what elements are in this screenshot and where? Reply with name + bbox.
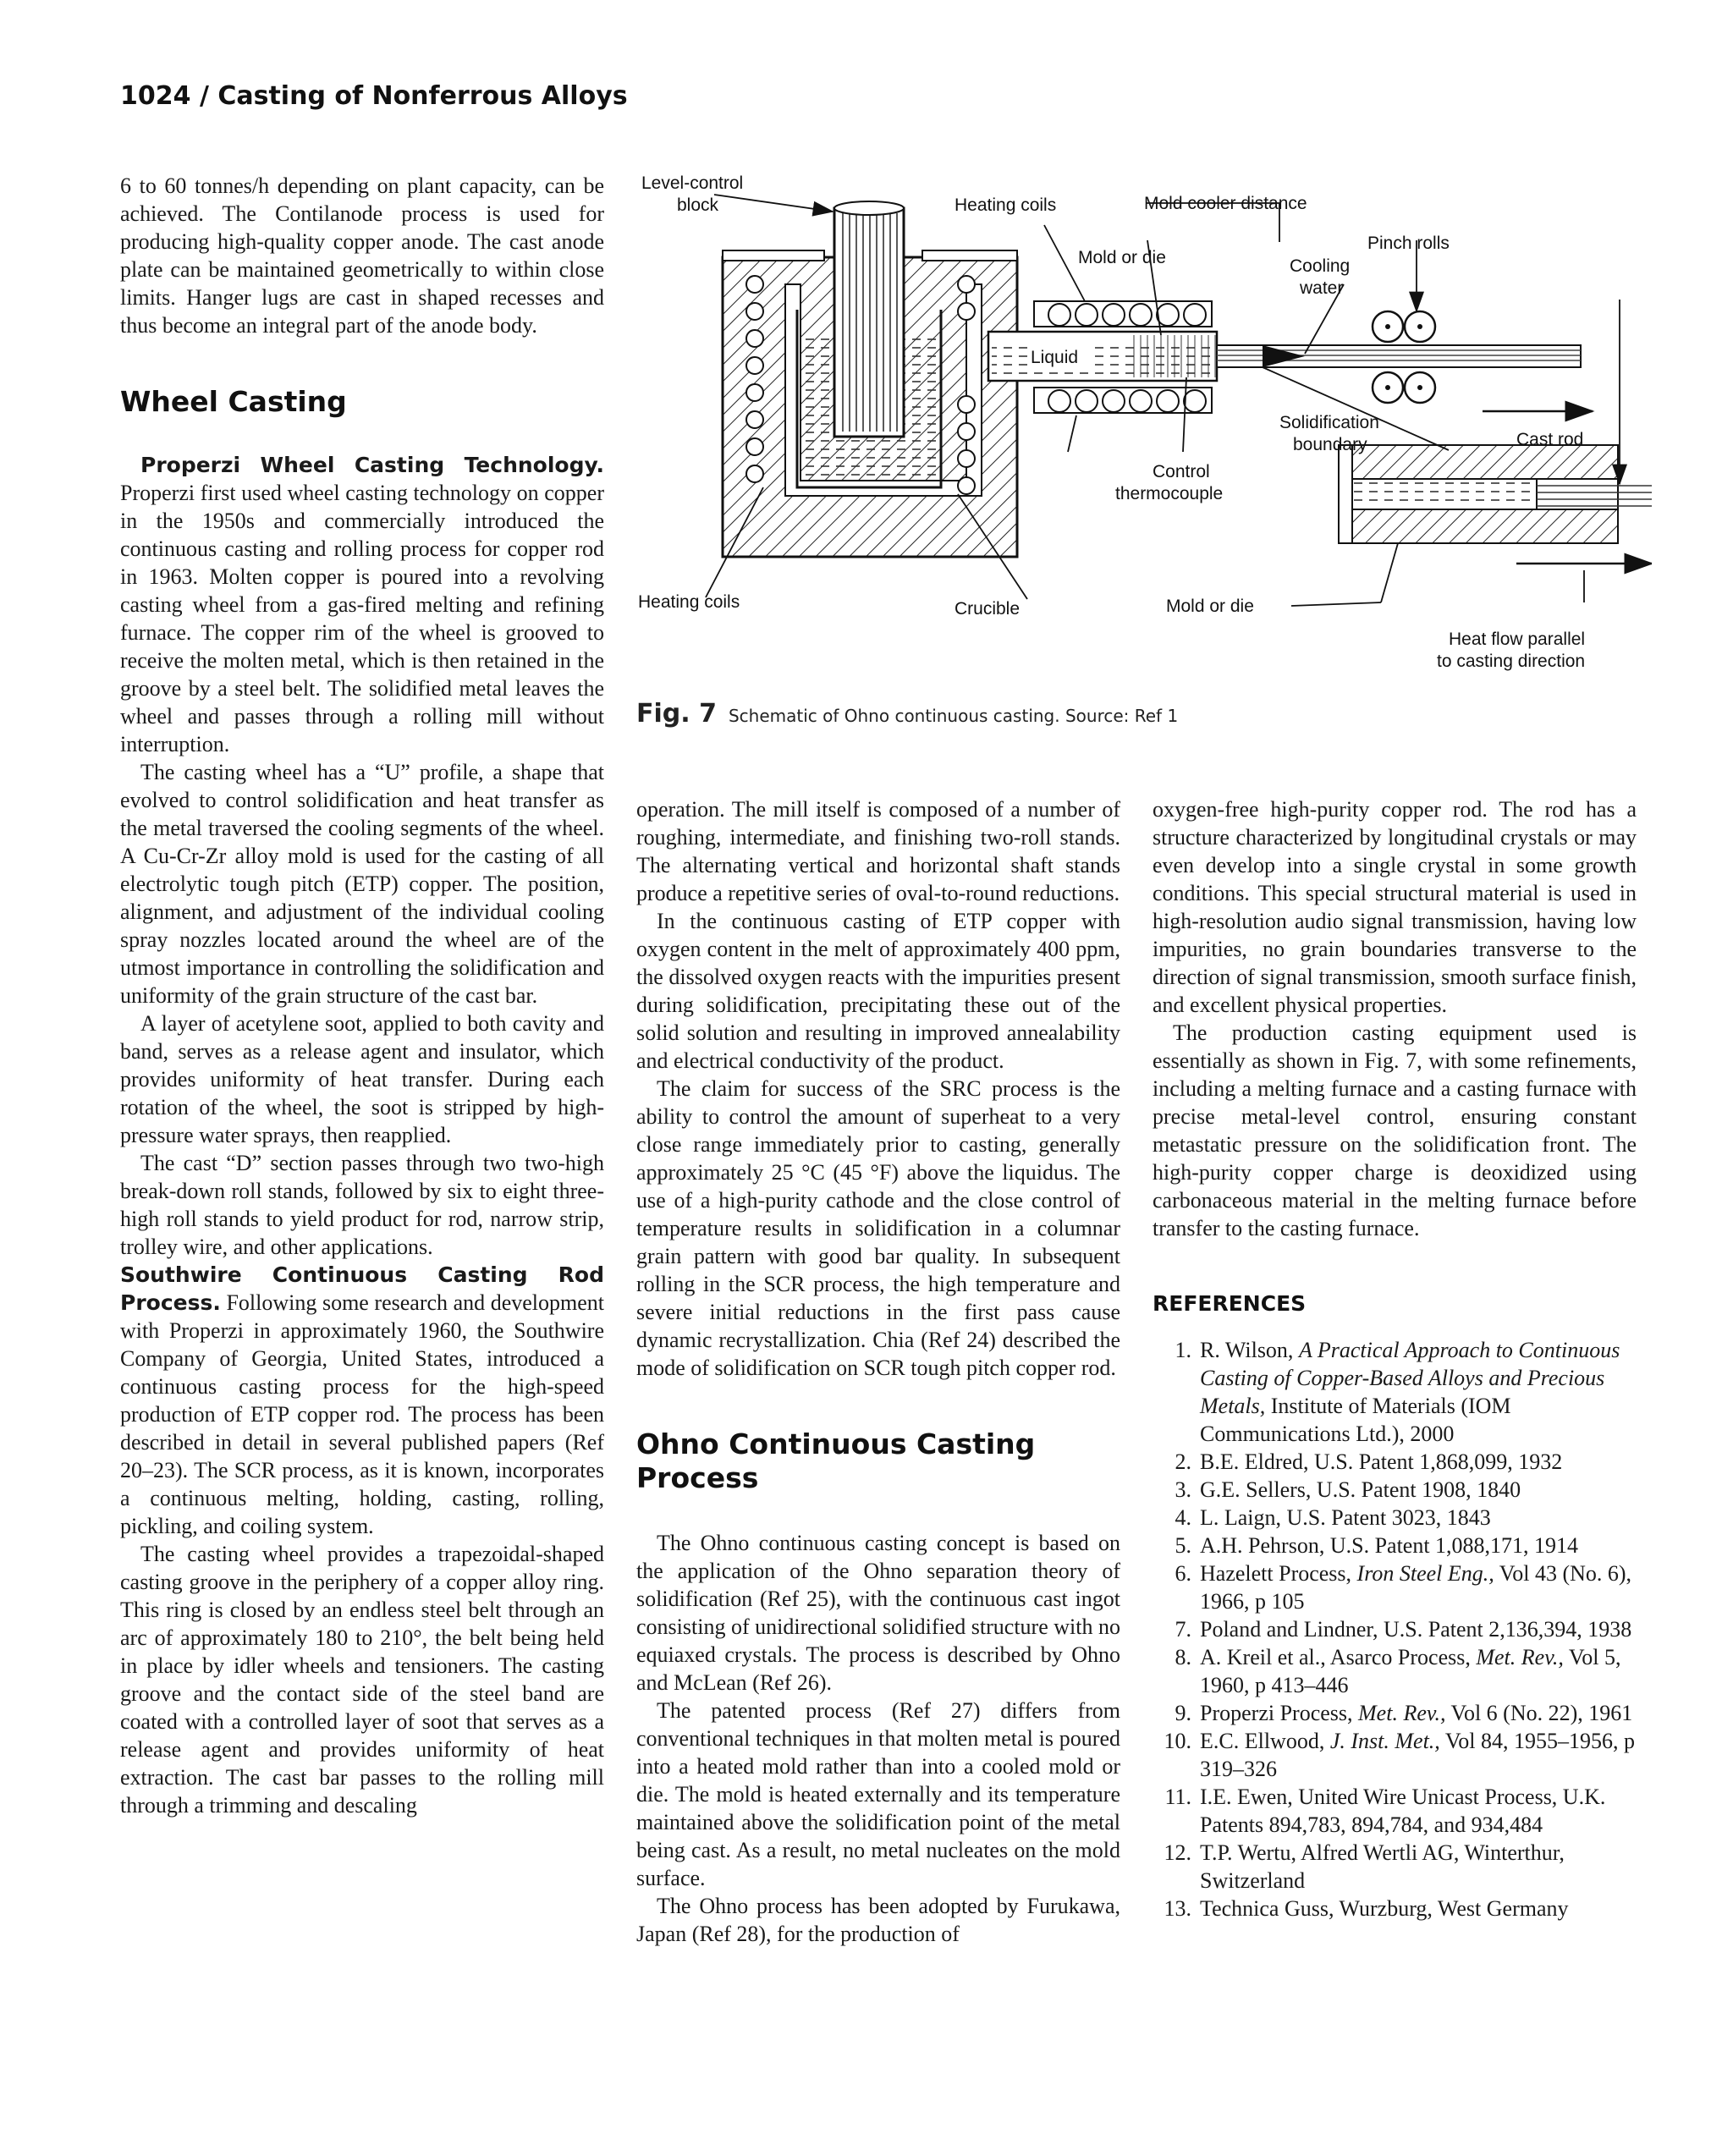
reference-number: 12. xyxy=(1164,1840,1191,1865)
reference-item xyxy=(1153,1532,1637,1559)
reference-text: Technica Guss, Wurzburg, West Germany xyxy=(1200,1896,1569,1921)
reference-text: Vol 84, 1955–1956, p 319–326 xyxy=(1200,1729,1635,1781)
reference-text: Vol 43 (No. 6), 1966, p 105 xyxy=(1200,1561,1632,1614)
reference-text: Poland and Lindner, U.S. Patent 2,136,394, 1938 xyxy=(1200,1617,1632,1642)
paragraph: The Ohno process has been adopted by Furukawa, Japan (Ref 28), for the production of xyxy=(636,1894,1120,1946)
figure-7 xyxy=(636,166,1652,741)
runin-heading-properzi: Properzi Wheel Casting Technology. xyxy=(140,453,604,477)
paragraph-text: Following some research and development with Properzi in approximately 1960, the Southwire Company of Georgia, United States, introduced a continuous casting process for the high-speed production of ETP copper rod. The process has been described in detail in several published papers (Ref 20–23). The SCR process, as it is known, incorporates a continuous melting, holding, casting, rolling, pickling, and coiling system. xyxy=(120,1290,605,1538)
reference-number: 10. xyxy=(1164,1729,1191,1753)
reference-item xyxy=(1153,1448,1637,1476)
paragraph: The claim for success of the SRC process is the ability to control the amount of superheat to a very close range immediately prior to casting, generally approximately 25 °C (45 °F) above the liquidus. The use of a high-purity cathode and the close control of temperature results in solidification in a columnar grain pattern with good bar quality. In subsequent rolling in the SCR process, the high temperature and severe initial reductions in the first pass cause dynamic recrystallization. Chia (Ref 24) described the mode of solidification on SCR tough pitch copper rod. xyxy=(636,1076,1120,1380)
reference-item xyxy=(1153,1895,1637,1922)
reference-item xyxy=(1153,1615,1637,1643)
label-liquid: Liquid xyxy=(1031,348,1079,367)
right-column xyxy=(1153,795,1637,1922)
label-heat-flow: Heat flow parallel xyxy=(1449,630,1586,649)
paragraph: In the continuous casting of ETP copper with oxygen content in the melt of approximately 400 ppm, the dissolved oxygen reacts with the impurities present during solidification, precipitating these out of the solid solution and resulting in improved annealability and electrical conductivity of the product. xyxy=(636,909,1120,1073)
reference-text: T.P. Wertu, Alfred Wertli AG, Winterthur, Switzerland xyxy=(1200,1840,1565,1893)
paragraph: 6 to 60 tonnes/h depending on plant capacity, can be achieved. The Contilanode process is used for producing high-quality copper anode. The cast anode plate can be maintained geometrically to within close limits. Hanger lugs are cast in shaped recesses and thus become an integral part of the anode body. xyxy=(120,173,604,338)
running-head: 1024 / Casting of Nonferrous Alloys xyxy=(120,81,628,111)
left-column xyxy=(120,172,604,1819)
label-boundary: boundary xyxy=(1293,435,1367,454)
reference-item xyxy=(1153,1839,1637,1895)
solidification-detail-inset xyxy=(1339,445,1652,564)
label-thermocouple: thermocouple xyxy=(1115,484,1224,503)
figure-caption xyxy=(636,699,1652,729)
paragraph: The Ohno continuous casting concept is based on the application of the Ohno separation theory of solidification (Ref 25), with the continuous cast ingot consisting of unidirectional solidified structure with no equiaxed crystals. The process is described by Ohno and McLean (Ref 26). xyxy=(636,1531,1120,1695)
paragraph: The cast “D” section passes through two two-high break-down roll stands, followed by six to eight three-high roll stands to yield product for rod, narrow strip, trolley wire, and other applications. xyxy=(120,1151,604,1259)
label-heating-coils-top: Heating coils xyxy=(955,195,1057,215)
reference-text: Vol 5, 1960, p 413–446 xyxy=(1200,1645,1621,1697)
reference-item xyxy=(1153,1476,1637,1504)
reference-number: 11. xyxy=(1164,1785,1191,1809)
references-heading: REFERENCES xyxy=(1153,1291,1307,1316)
reference-text: I.E. Ewen, United Wire Unicast Process, U.K. Patents 894,783, 894,784, and 934,484 xyxy=(1200,1785,1606,1837)
reference-item xyxy=(1153,1504,1637,1532)
label-mold-or-die-bottom: Mold or die xyxy=(1166,597,1254,616)
reference-number: 9. xyxy=(1175,1701,1191,1725)
paragraph: The casting wheel has a “U” profile, a shape that evolved to control solidification and heat transfer as the metal traversed the cooling segments of the wheel. A Cu-Cr-Zr alloy mold is used for the casting of all electrolytic tough pitch (ETP) copper. The position, alignment, and adjustment of the individual cooling spray nozzles located around the wheel are of the utmost importance in controlling the solidification and uniformity of the grain structure of the cast bar. xyxy=(120,760,604,1008)
reference-text: E.C. Ellwood, xyxy=(1200,1729,1330,1753)
figure-caption-text: Schematic of Ohno continuous casting. Source: Ref 1 xyxy=(728,706,1179,726)
reference-text: R. Wilson, xyxy=(1200,1338,1299,1362)
paragraph xyxy=(120,1261,604,1540)
paragraph-text: Properzi first used wheel casting technology on copper in the 1950s and commercially introduced the continuous casting and rolling process for copper rod in 1963. Molten copper is poured into a revolving casting wheel from a gas-fired melting and refining furnace. The copper rim of the wheel is grooved to receive the molten metal, which is then retained in the groove by a steel belt. The solidified metal leaves the wheel and passes through a rolling mill without interruption. xyxy=(120,481,604,756)
reference-text: B.E. Eldred, U.S. Patent 1,868,099, 1932 xyxy=(1200,1449,1563,1474)
reference-text: G.E. Sellers, U.S. Patent 1908, 1840 xyxy=(1200,1477,1521,1502)
reference-number: 3. xyxy=(1175,1477,1191,1502)
reference-item xyxy=(1153,1643,1637,1699)
label-cast-rod: Cast rod xyxy=(1516,430,1584,449)
section-heading-wheel-casting: Wheel Casting xyxy=(120,385,347,418)
paragraph: operation. The mill itself is composed of a number of roughing, intermediate, and finishing two-roll stands. The alternating vertical and horizontal shaft stands produce a repetitive series of oval-to-round reductions. xyxy=(636,797,1120,905)
reference-number: 13. xyxy=(1164,1896,1191,1921)
reference-number: 4. xyxy=(1175,1505,1191,1530)
runin-heading-southwire: Southwire Continuous Casting Rod Process. xyxy=(120,1262,604,1315)
paragraph: A layer of acetylene soot, applied to both cavity and band, serves as a release agent and insulator, which provides uniformity of heat transfer. During each rotation of the wheel, the soot is stripped by high-pressure water sprays, then reapplied. xyxy=(120,1011,604,1147)
label-control: Control xyxy=(1153,462,1210,481)
figure-number: Fig. 7 xyxy=(636,699,717,729)
label-water: water xyxy=(1300,278,1344,298)
label-crucible: Crucible xyxy=(955,599,1021,619)
reference-text: L. Laign, U.S. Patent 3023, 1843 xyxy=(1200,1505,1491,1530)
reference-number: 8. xyxy=(1175,1645,1191,1669)
reference-item xyxy=(1153,1699,1637,1727)
label-level-control: Level-control xyxy=(641,173,744,193)
reference-text: Institute of Materials (IOM Communications Ltd.), 2000 xyxy=(1200,1394,1511,1446)
reference-number: 6. xyxy=(1175,1561,1191,1586)
reference-title: Met. Rev., xyxy=(1476,1645,1564,1669)
label-mold-or-die-top: Mold or die xyxy=(1078,248,1166,267)
reference-item xyxy=(1153,1727,1637,1783)
label-casting-direction: to casting direction xyxy=(1437,652,1586,671)
paragraph: The production casting equipment used is essentially as shown in Fig. 7, with some refinements, including a melting furnace and a casting furnace with precise metal-level control, ensuring constant metastatic pressure on the solidification front. The high-purity copper charge is deoxidized using carbonaceous material in the melting furnace before transfer to the casting furnace. xyxy=(1153,1020,1637,1240)
label-heating-coils-bottom: Heating coils xyxy=(638,592,740,612)
ohno-casting-schematic xyxy=(636,166,1652,690)
label-mold-cooler-distance: Mold cooler distance xyxy=(1144,194,1307,213)
label-solidification: Solidification xyxy=(1279,413,1379,432)
paragraph: The patented process (Ref 27) differs from conventional techniques in that molten metal is poured into a heated mold rather than into a cooled mold or die. The mold is heated externally and its temperature maintained above the solidification point of the metal being cast. As a result, no metal nucleates on the mold surface. xyxy=(636,1698,1120,1890)
level-control-block xyxy=(834,201,904,437)
reference-number: 5. xyxy=(1175,1533,1191,1558)
label-pinch-rolls: Pinch rolls xyxy=(1367,234,1450,253)
label-cooling: Cooling xyxy=(1290,256,1351,276)
paragraph xyxy=(120,451,604,758)
paragraph: The casting wheel provides a trapezoidal-shaped casting groove in the periphery of a copper alloy ring. This ring is closed by an endless steel belt through an arc of approximately 180 to 210°, the belt being held in place by idler wheels and tensioners. The casting groove and the contact side of the steel band are coated with a controlled layer of soot that serves as a release agent and provides uniformity of heat extraction. The cast bar passes to the rolling mill through a trimming and descaling xyxy=(120,1542,604,1818)
reference-title: J. Inst. Met., xyxy=(1329,1729,1440,1753)
reference-item xyxy=(1153,1336,1637,1448)
reference-text: A. Kreil et al., Asarco Process, xyxy=(1200,1645,1477,1669)
reference-text: A.H. Pehrson, U.S. Patent 1,088,171, 1914 xyxy=(1200,1533,1579,1558)
paragraph: oxygen-free high-purity copper rod. The rod has a structure characterized by longitudinal crystals or may even develop into a single crystal in some growth conditions. This special structural material is used in high-resolution audio signal transmission, having low impurities, no grain boundaries transverse to the direction of signal transmission, smooth surface finish, and excellent physical properties. xyxy=(1153,797,1637,1017)
reference-text: Hazelett Process, xyxy=(1200,1561,1357,1586)
reference-number: 7. xyxy=(1175,1617,1191,1642)
reference-title: Met. Rev., xyxy=(1358,1701,1446,1725)
reference-number: 1. xyxy=(1175,1338,1191,1362)
label-level-control-block: block xyxy=(677,195,719,215)
references-list xyxy=(1153,1336,1637,1922)
reference-text: Properzi Process, xyxy=(1200,1701,1359,1725)
middle-column xyxy=(636,795,1120,1948)
section-heading-ohno: Ohno Continuous Casting Process xyxy=(636,1427,1036,1494)
reference-item xyxy=(1153,1559,1637,1615)
reference-title: Iron Steel Eng., xyxy=(1356,1561,1494,1586)
reference-item xyxy=(1153,1783,1637,1839)
reference-number: 2. xyxy=(1175,1449,1191,1474)
reference-title: A Practical Approach to Continuous Casting of Copper-Based Alloys and Precious Metals, xyxy=(1200,1338,1620,1418)
reference-text: Vol 6 (No. 22), 1961 xyxy=(1445,1701,1633,1725)
